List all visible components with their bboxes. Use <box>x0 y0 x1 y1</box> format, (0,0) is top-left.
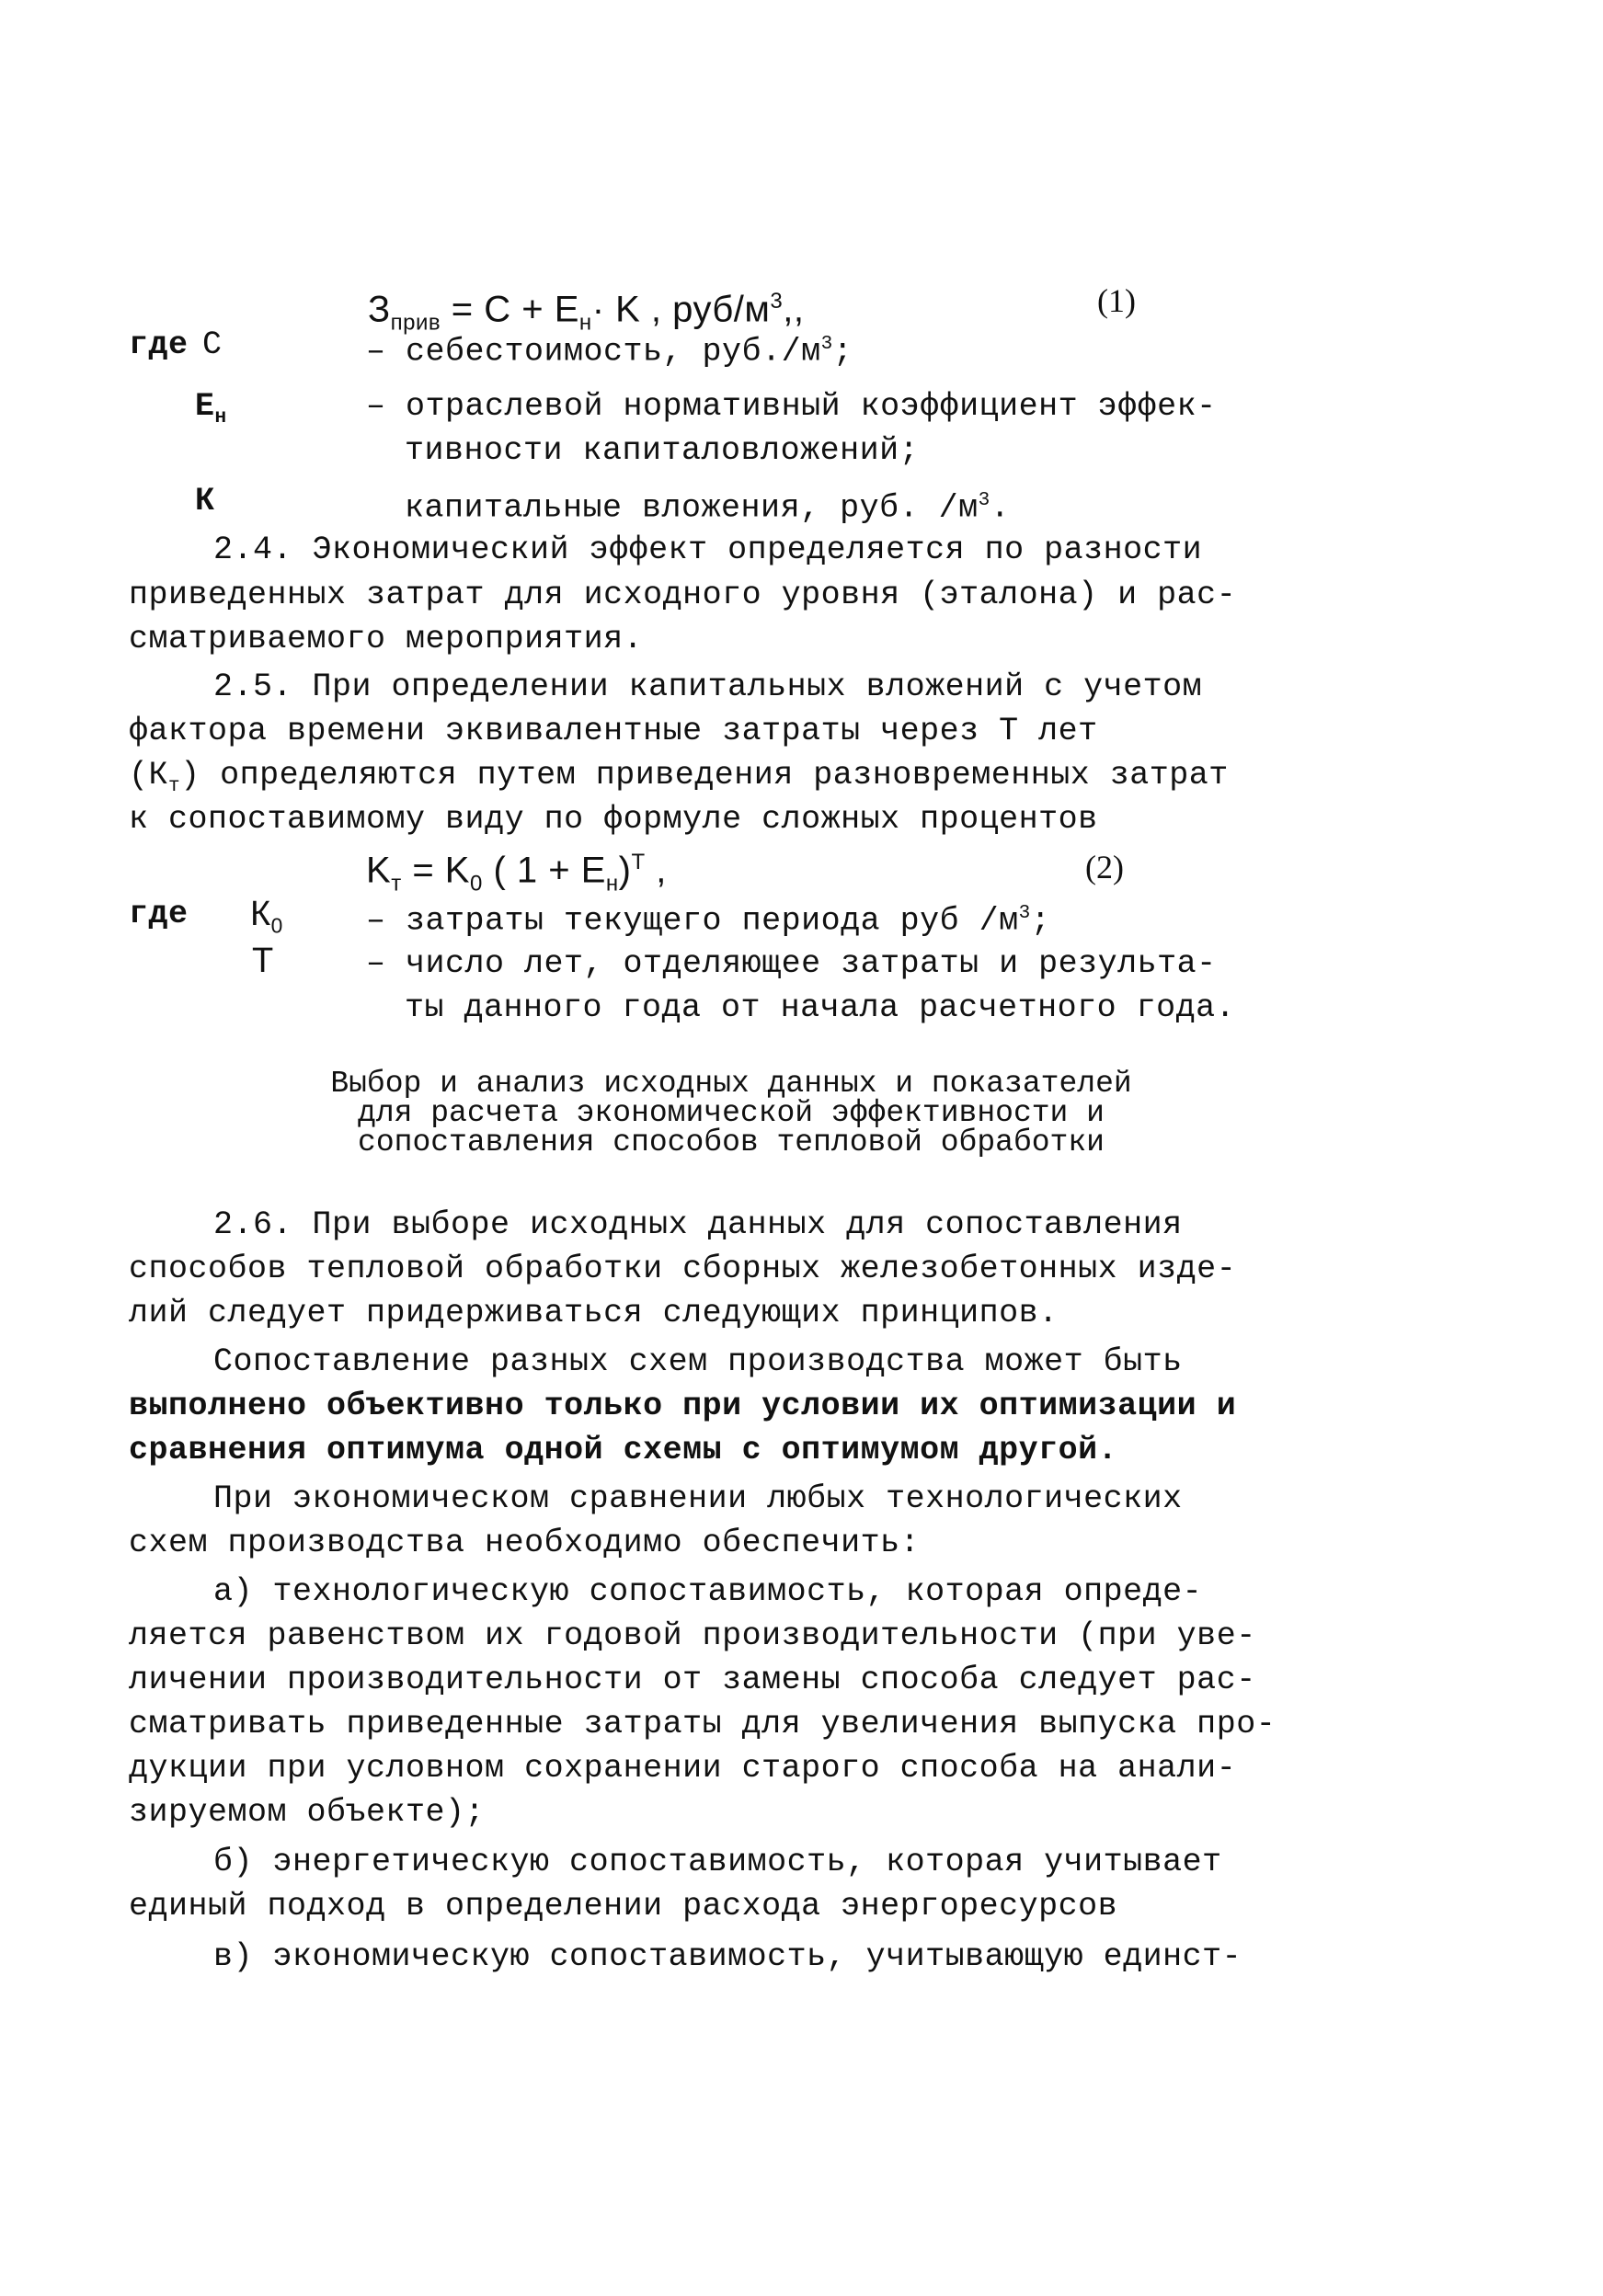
defs1-e-letter: Е <box>195 388 215 425</box>
defs1-e-text-1: – отраслевой нормативный коэффициент эффек- <box>366 388 1217 425</box>
defs1-e-sub: н <box>214 407 227 428</box>
para-2-6-line-3: лий следует придерживаться следующих принципов. <box>129 1295 1059 1331</box>
para-2-5-kt: (К <box>129 757 169 794</box>
para-2-5-line-3-body: ) определяются путем приведения разновременных затрат <box>180 757 1229 794</box>
defs2-t-symbol: Т <box>252 942 274 980</box>
defs2-k0-end: ; <box>1030 902 1051 940</box>
defs1-c-end: ; <box>832 333 853 371</box>
para-2-4-line-1: 2.4. Экономический эффект определяется по разности <box>213 531 1203 568</box>
formula-2-number: (2) <box>1085 849 1124 885</box>
formula-2-sup: T <box>631 850 646 874</box>
formula-1-units: · K , руб/м <box>591 289 771 330</box>
para-2-5-line-1: 2.5. При определении капитальных вложений с учетом <box>213 668 1203 705</box>
item-a-line-3: личении производительности от замены способа следует рас- <box>129 1662 1256 1698</box>
para-2-5-line-2: фактора времени эквивалентные затраты через Т лет <box>129 713 1098 749</box>
para-2-4-line-2: приведенных затрат для исходного уровня (эталона) и рас- <box>129 577 1237 613</box>
defs2-k0-text <box>366 896 1050 940</box>
section-heading-line-1: Выбор и анализ исходных данных и показателей <box>330 1067 1132 1101</box>
formula-1-units-sup: 3 <box>770 289 784 314</box>
item-a-line-6: зируемом объекте); <box>129 1794 486 1831</box>
formula-1-tail: ,, <box>783 289 805 330</box>
defs1-c-text-body: – себестоимость, руб./м <box>366 333 821 371</box>
para-2-5-line-4: к сопоставимому виду по формуле сложных процентов <box>129 801 1098 838</box>
defs1-where: где <box>129 326 189 363</box>
item-b-line-2: единый подход в определении расхода энергоресурсов <box>129 1888 1118 1925</box>
defs2-t-text-2: ты данного года от начала расчетного года. <box>405 989 1236 1026</box>
para-2-4-line-3: сматриваемого мероприятия. <box>129 621 644 657</box>
formula-2-lhs-sub: т <box>391 871 402 897</box>
defs1-e-symbol <box>195 388 227 437</box>
item-b-line-1: б) энергетическую сопоставимость, которая учитывает <box>213 1844 1222 1880</box>
defs2-k0-symbol <box>250 896 283 944</box>
formula-1-lhs: З <box>368 289 391 330</box>
defs2-k0-letter: К <box>250 895 271 933</box>
defs1-k-text-body: капитальные вложения, руб. /м <box>405 489 979 527</box>
formula-2-paren: ( 1 + E <box>493 850 606 891</box>
formula-2-mid-sub: 0 <box>469 871 483 897</box>
defs2-k0-sup: 3 <box>1018 903 1031 924</box>
item-a-line-4: сматривать приведенные затраты для увеличения выпуска про- <box>129 1706 1277 1742</box>
formula-2-paren-sub: н <box>605 871 619 897</box>
formula-2-close: ) <box>618 850 632 891</box>
section-heading-line-2: для расчета экономической эффективности и <box>358 1096 1105 1130</box>
formula-1-number: (1) <box>1097 282 1136 319</box>
item-a-line-2: ляется равенством их годовой производительности (при уве- <box>129 1617 1256 1654</box>
formula-1-rhs-sub: н <box>578 310 592 336</box>
para-compare-line-3: сравнения оптимума одной схемы с оптимумом другой. <box>129 1432 1118 1468</box>
defs1-k-sup: 3 <box>978 490 990 511</box>
para-econ-line-2: схем производства необходимо обеспечить: <box>129 1525 921 1561</box>
defs1-k-text <box>405 483 1010 527</box>
formula-2 <box>366 844 667 902</box>
formula-2-lhs: K <box>366 850 392 891</box>
defs1-c-symbol: С <box>202 326 223 363</box>
item-a-line-1: а) технологическую сопоставимость, которая опреде- <box>213 1573 1203 1610</box>
defs1-k-symbol: К <box>195 483 215 520</box>
para-2-5-line-3 <box>129 757 1229 805</box>
defs2-k0-text-body: – затраты текущего периода руб /м <box>366 902 1019 940</box>
section-heading-line-3: сопоставления способов тепловой обработки <box>358 1125 1105 1159</box>
para-compare-line-2: выполнено объективно только при условии их оптимизации и <box>129 1388 1237 1424</box>
formula-2-tail: , <box>645 850 667 891</box>
defs2-k0-sub: 0 <box>270 913 283 938</box>
formula-1-rhs: = C + E <box>451 289 579 330</box>
para-compare-line-1: Сопоставление разных схем производства может быть <box>213 1343 1183 1380</box>
para-2-5-kt-sub: т <box>168 776 181 797</box>
item-a-line-5: дукции при условном сохранении старого способа на анали- <box>129 1750 1237 1787</box>
para-2-6-line-2: способов тепловой обработки сборных железобетонных изде- <box>129 1251 1237 1287</box>
para-econ-line-1: При экономическом сравнении любых технологических <box>213 1480 1183 1517</box>
defs1-c-text <box>366 326 853 371</box>
defs1-c-sup: 3 <box>820 334 833 355</box>
defs2-where: где <box>129 896 189 932</box>
defs1-k-end: . <box>990 489 1011 527</box>
formula-2-mid: = K <box>412 850 470 891</box>
para-2-6-line-1: 2.6. При выборе исходных данных для сопоставления <box>213 1206 1183 1243</box>
defs2-t-text-1: – число лет, отделяющее затраты и результа- <box>366 945 1217 982</box>
formula-1-lhs-sub: прив <box>390 310 441 336</box>
defs1-e-text-2: тивности капиталовложений; <box>405 432 920 469</box>
item-v-line-1: в) экономическую сопоставимость, учитывающую единст- <box>213 1938 1242 1975</box>
